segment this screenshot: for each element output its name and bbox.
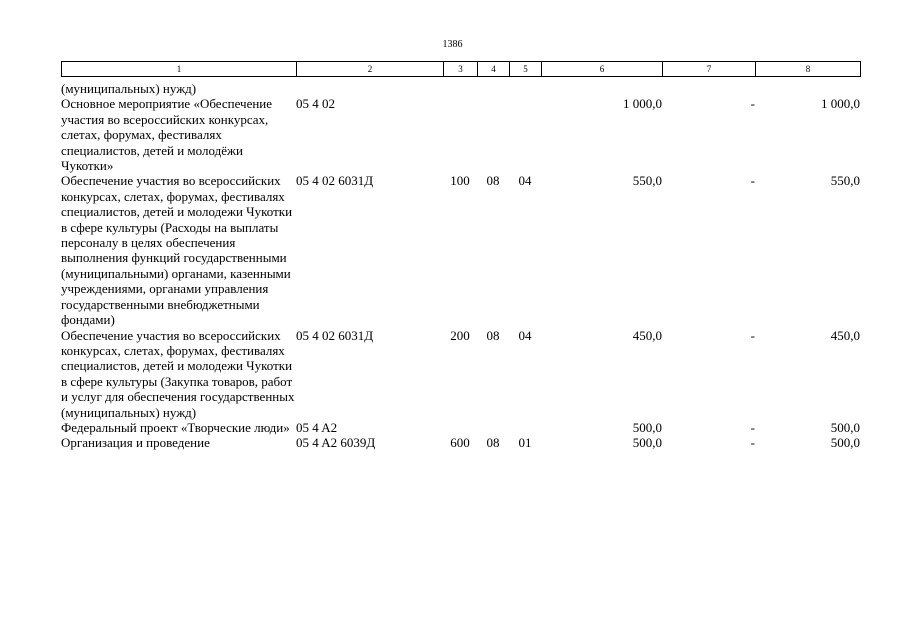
row-vr: 100 <box>450 173 470 189</box>
row-rz: 08 <box>486 327 500 343</box>
row-vr <box>443 81 477 96</box>
budget-table <box>61 81 860 451</box>
column-number-header <box>61 61 861 77</box>
row-code: 05 4 02 <box>296 96 335 112</box>
column-header: 7 <box>663 62 756 77</box>
row-rz: 08 <box>486 435 500 451</box>
row-change: - <box>750 96 755 112</box>
row-change: - <box>750 327 755 343</box>
row-name: Обеспечение участия во всероссийских конкурсах, слетах, форумах, фестивалях специалистов, детей и молодежи Чукотки в сфере культуры (Расходы на выплаты персоналу в целях обеспечения выполнения функций государственными (муниципальными) органами, казенными учреждениями, органами управления государственными внебюджетными фондами) <box>61 173 293 328</box>
row-vr <box>443 420 477 435</box>
row-rz <box>477 81 509 96</box>
row-amount: 1 000,0 <box>623 96 662 112</box>
row-amount-total: 500,0 <box>830 419 860 435</box>
row-change: - <box>750 173 755 189</box>
column-header: 5 <box>510 62 542 77</box>
row-name: (муниципальных) нужд) <box>61 81 197 96</box>
row-pr: 04 <box>518 173 532 189</box>
row-rz <box>477 420 509 435</box>
row-amount-total: 500,0 <box>830 435 860 451</box>
row-vr: 200 <box>450 327 470 343</box>
column-header: 1 <box>62 62 297 77</box>
table-row <box>61 173 860 327</box>
table-row <box>61 96 860 173</box>
page-number: 1386 <box>442 39 463 50</box>
row-code: 05 4 A2 <box>296 419 338 435</box>
row-pr: 04 <box>518 327 532 343</box>
row-rz <box>477 96 509 173</box>
row-amount: 500,0 <box>632 435 662 451</box>
row-amount-total: 1 000,0 <box>821 96 860 112</box>
row-code: 05 4 A2 6039Д <box>296 435 376 451</box>
row-amount-total: 450,0 <box>830 327 860 343</box>
row-amount-total <box>755 81 860 96</box>
column-header: 4 <box>478 62 510 77</box>
row-amount: 550,0 <box>632 173 662 189</box>
column-header: 8 <box>756 62 861 77</box>
row-rz: 08 <box>486 173 500 189</box>
row-name: Обеспечение участия во всероссийских конкурсах, слетах, форумах, фестивалях специалистов, детей и молодежи Чукотки в сфере культуры (Закупка товаров, работ и услуг для обеспечения государственных (муниципальных) нужд) <box>61 327 295 420</box>
row-pr <box>509 420 541 435</box>
row-vr <box>443 96 477 173</box>
row-name: Организация и проведение <box>61 435 210 451</box>
row-name: Федеральный проект «Творческие люди» <box>61 419 290 435</box>
table-row <box>61 435 860 450</box>
row-pr: 01 <box>518 435 532 451</box>
table-row <box>61 81 860 96</box>
row-code: 05 4 02 6031Д <box>296 173 374 189</box>
table-row <box>61 328 860 420</box>
row-amount-total: 550,0 <box>830 173 860 189</box>
row-change: - <box>750 419 755 435</box>
row-amount <box>541 81 662 96</box>
row-amount: 500,0 <box>632 419 662 435</box>
row-pr <box>509 96 541 173</box>
row-name: Основное мероприятие «Обеспечение участия во всероссийских конкурсах, слетах, форумах, фестивалях специалистов, детей и молодёжи Чукотки» <box>61 96 273 174</box>
column-header: 6 <box>542 62 663 77</box>
row-amount: 450,0 <box>632 327 662 343</box>
table-row <box>61 420 860 435</box>
row-pr <box>509 81 541 96</box>
column-header: 2 <box>297 62 444 77</box>
row-vr: 600 <box>450 435 470 451</box>
row-change <box>662 81 755 96</box>
row-code: 05 4 02 6031Д <box>296 327 374 343</box>
row-change: - <box>750 435 755 451</box>
column-header: 3 <box>444 62 478 77</box>
row-code <box>296 81 443 96</box>
